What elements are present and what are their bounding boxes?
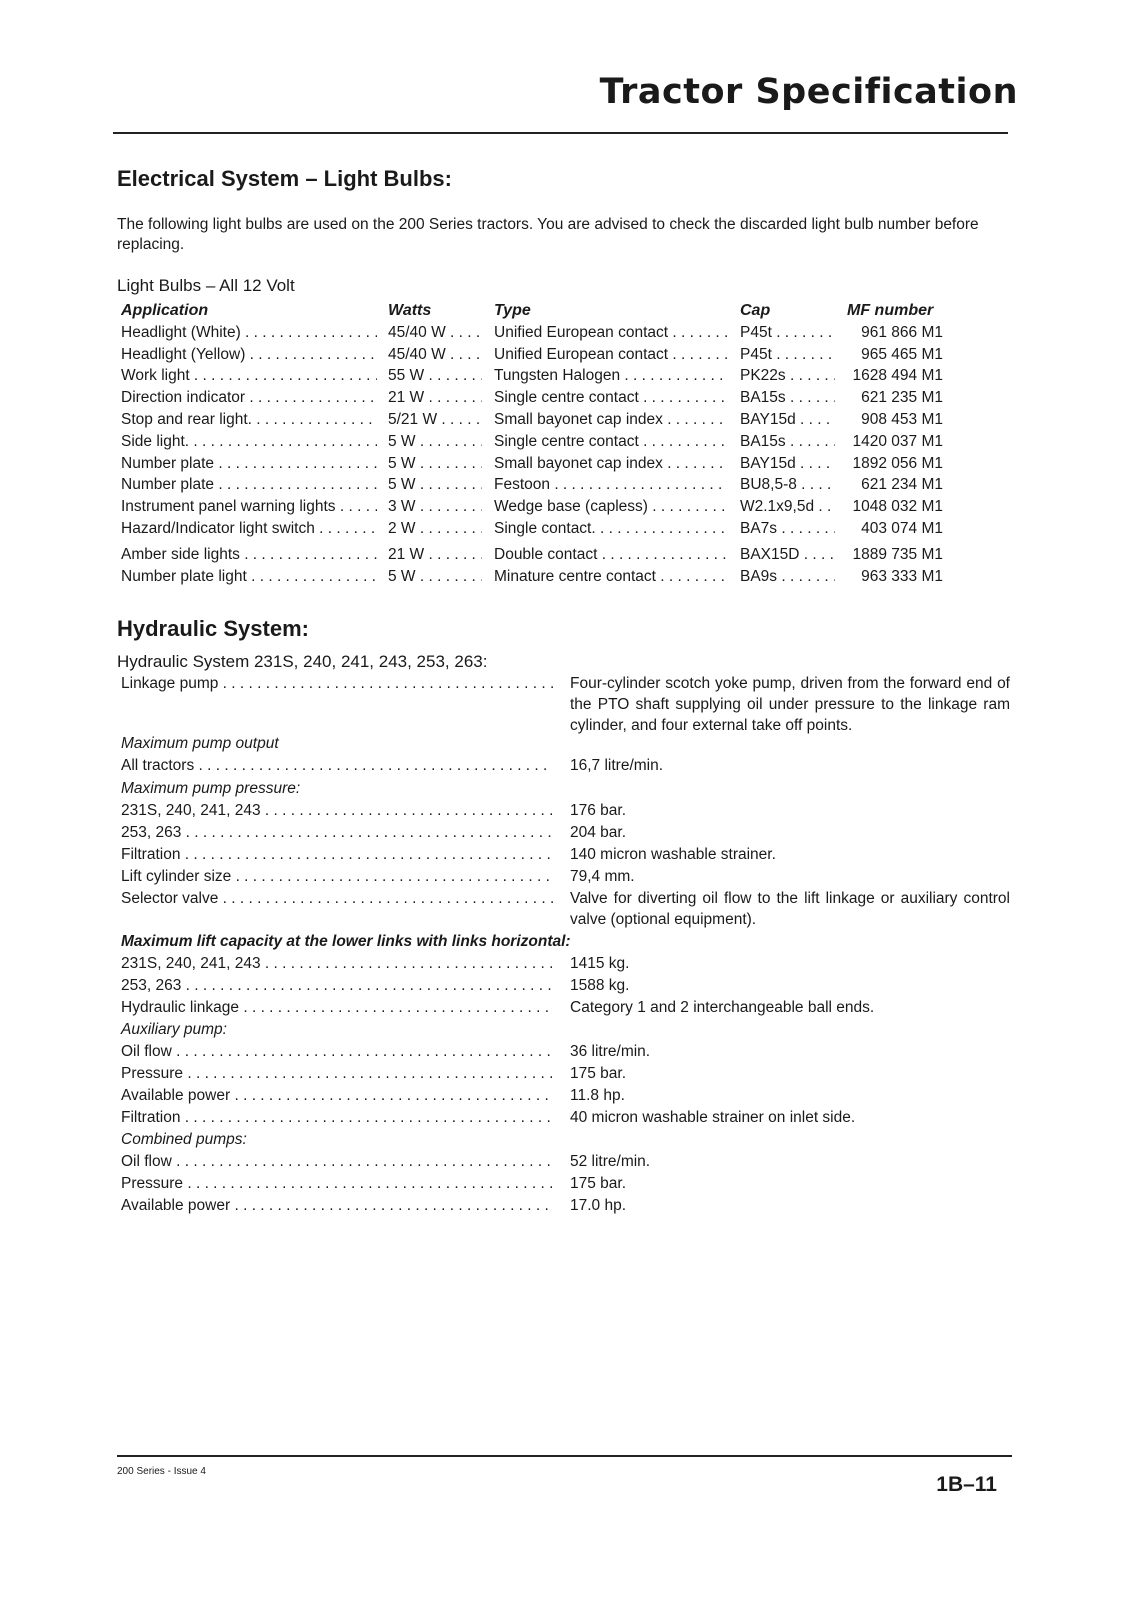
bulb-row xyxy=(121,409,951,431)
bulb-row xyxy=(121,496,951,518)
bulb-cell-watts: 45/40 W . . . xyxy=(388,322,482,344)
bulb-row xyxy=(121,344,951,366)
bulb-rows xyxy=(121,322,951,588)
bulb-cell-cap: BA15s . . . xyxy=(740,387,835,409)
bulb-row xyxy=(121,322,951,344)
spec-value: Four-cylinder scotch yoke pump, driven from the forward end of the PTO shaft supplying oil under pressure to the linkage ram cylinder, and four external take off points. xyxy=(570,675,1010,734)
column-header-cap: Cap xyxy=(740,302,771,319)
bulb-cell-application: Hazard/Indicator light switch . . . xyxy=(121,518,377,540)
bulb-cell-mf: 963 333 M1 xyxy=(861,567,943,585)
bulb-cell-application: Instrument panel warning lights . . . xyxy=(121,496,377,518)
bulb-cell-mf: 1892 056 M1 xyxy=(852,454,943,472)
column-header-type: Type xyxy=(494,302,531,319)
bulb-cell-watts: 21 W . . . xyxy=(388,544,482,566)
bulb-row xyxy=(121,474,951,496)
spec-row xyxy=(121,866,1021,888)
page-title: Tractor Specification xyxy=(599,72,1018,112)
bulb-cell-watts: 21 W . . . xyxy=(388,387,482,409)
spec-value: Valve for diverting oil flow to the lift linkage or auxiliary control valve (optional equipment). xyxy=(570,890,1010,928)
spec-label: Filtration . . . xyxy=(121,844,553,865)
spec-label: Hydraulic linkage . . . xyxy=(121,997,553,1018)
spec-label: Oil flow . . . xyxy=(121,1041,553,1062)
bulb-cell-type: Single contact. . . . xyxy=(494,518,728,540)
bulb-cell-cap: BA9s . . . xyxy=(740,566,835,588)
bulb-cell-application: Amber side lights . . . xyxy=(121,544,377,566)
bulb-cell-application: Number plate . . . xyxy=(121,474,377,496)
spec-value: 140 micron washable strainer. xyxy=(570,846,776,863)
column-header-mf-number: MF number xyxy=(847,302,934,319)
hydraulic-heading: Hydraulic System: xyxy=(117,616,309,641)
bulb-cell-cap: BAY15d . . . xyxy=(740,409,835,431)
spec-label: Available power . . . xyxy=(121,1085,553,1106)
spec-group-heading: Auxiliary pump: xyxy=(121,1021,227,1038)
spec-group-heading: Combined pumps: xyxy=(121,1131,247,1148)
bulb-cell-type: Double contact . . . xyxy=(494,544,728,566)
spec-row xyxy=(121,888,1021,930)
spec-row xyxy=(121,800,1021,822)
spec-row xyxy=(121,953,1021,975)
bulb-cell-mf: 621 235 M1 xyxy=(861,389,943,407)
spec-row xyxy=(121,673,1021,736)
spec-label: 231S, 240, 241, 243 . . . xyxy=(121,800,553,821)
bulb-cell-type: Single centre contact . . . xyxy=(494,387,728,409)
bulb-row xyxy=(121,544,951,566)
bulb-table-title: Light Bulbs – All 12 Volt xyxy=(117,276,295,295)
spec-value: 52 litre/min. xyxy=(570,1153,651,1170)
bulb-cell-type: Small bayonet cap index . . . xyxy=(494,453,728,475)
bulb-cell-type: Unified European contact . . . xyxy=(494,322,728,344)
bulb-cell-watts: 45/40 W . . . xyxy=(388,344,482,366)
spec-label: Filtration . . . xyxy=(121,1107,553,1128)
bulb-table-header xyxy=(121,300,951,322)
bulb-cell-cap: W2.1x9,5d . . . xyxy=(740,496,835,518)
bulb-row xyxy=(121,566,951,588)
bulb-cell-watts: 5/21 W . . . xyxy=(388,409,482,431)
bulb-cell-cap: BAY15d . . . xyxy=(740,453,835,475)
page-number: 1B–11 xyxy=(936,1473,997,1496)
bulb-cell-mf: 1889 735 M1 xyxy=(852,545,943,563)
spec-value: 1415 kg. xyxy=(570,955,630,972)
spec-label: 253, 263 . . . xyxy=(121,975,553,996)
bulb-cell-type: Festoon . . . xyxy=(494,474,728,496)
spec-value: 176 bar. xyxy=(570,802,627,819)
spec-value: Category 1 and 2 interchangeable ball ends. xyxy=(570,999,875,1016)
bulb-cell-mf: 965 465 M1 xyxy=(861,345,943,363)
bulb-cell-application: Headlight (Yellow) . . . xyxy=(121,344,377,366)
spec-value: 36 litre/min. xyxy=(570,1043,651,1060)
bulb-cell-mf: 1048 032 M1 xyxy=(852,498,943,516)
bulb-row xyxy=(121,431,951,453)
bulb-cell-type: Minature centre contact . . . xyxy=(494,566,728,588)
spec-row xyxy=(121,1063,1021,1085)
spec-row xyxy=(121,1173,1021,1195)
bulb-cell-cap: BA15s . . . xyxy=(740,431,835,453)
bulb-cell-mf: 621 234 M1 xyxy=(861,476,943,494)
bulb-cell-cap: P45t . . . xyxy=(740,322,835,344)
spec-row xyxy=(121,1085,1021,1107)
spec-label: Linkage pump . . . xyxy=(121,673,553,694)
bulb-cell-type: Unified European contact . . . xyxy=(494,344,728,366)
bulb-cell-application: Number plate light . . . xyxy=(121,566,377,588)
bulb-cell-mf: 403 074 M1 xyxy=(861,519,943,537)
bulb-row xyxy=(121,387,951,409)
spec-row xyxy=(121,822,1021,844)
spec-label: Pressure . . . xyxy=(121,1063,553,1084)
bulb-cell-application: Number plate . . . xyxy=(121,453,377,475)
bulb-cell-application: Work light . . . xyxy=(121,365,377,387)
bulb-cell-application: Stop and rear light. . . . xyxy=(121,409,377,431)
spec-label: 231S, 240, 241, 243 . . . xyxy=(121,953,553,974)
spec-group-heading: Maximum lift capacity at the lower links with links horizontal: xyxy=(121,933,571,950)
spec-value: 1588 kg. xyxy=(570,977,630,994)
column-header-application: Application xyxy=(121,302,209,319)
bulb-cell-mf: 1420 037 M1 xyxy=(852,432,943,450)
bulb-cell-mf: 1628 494 M1 xyxy=(852,367,943,385)
spec-row xyxy=(121,975,1021,997)
spec-value: 175 bar. xyxy=(570,1175,627,1192)
hydraulic-spec-list xyxy=(121,673,1021,1217)
bulb-cell-watts: 5 W . . . xyxy=(388,453,482,475)
spec-row xyxy=(121,1195,1021,1217)
footer-issue: 200 Series - Issue 4 xyxy=(117,1466,206,1477)
bulb-cell-mf: 961 866 M1 xyxy=(861,323,943,341)
spec-value: 204 bar. xyxy=(570,824,627,841)
bulb-cell-type: Tungsten Halogen . . . xyxy=(494,365,728,387)
spec-label: Available power . . . xyxy=(121,1195,553,1216)
electrical-heading: Electrical System – Light Bulbs: xyxy=(117,166,452,191)
spec-label: Selector valve . . . xyxy=(121,888,553,909)
bulb-cell-cap: BAX15D . . . xyxy=(740,544,835,566)
bulb-cell-type: Single centre contact . . . xyxy=(494,431,728,453)
spec-row xyxy=(121,755,1021,778)
spec-value: 16,7 litre/min. xyxy=(570,757,664,774)
bulb-cell-application: Direction indicator . . . xyxy=(121,387,377,409)
bulb-cell-application: Headlight (White) . . . xyxy=(121,322,377,344)
bulb-row xyxy=(121,453,951,475)
column-header-watts: Watts xyxy=(388,302,432,319)
footer-rule xyxy=(117,1455,1012,1457)
hydraulic-subheading: Hydraulic System 231S, 240, 241, 243, 253, 263: xyxy=(117,652,488,671)
spec-row xyxy=(121,844,1021,866)
bulb-cell-cap: BU8,5-8 . . . xyxy=(740,474,835,496)
bulb-row xyxy=(121,365,951,387)
bulb-cell-type: Small bayonet cap index . . . xyxy=(494,409,728,431)
bulb-cell-watts: 2 W . . . xyxy=(388,518,482,540)
bulb-cell-application: Side light. . . . xyxy=(121,431,377,453)
spec-label: Oil flow . . . xyxy=(121,1151,553,1172)
bulb-row xyxy=(121,518,951,540)
spec-value: 79,4 mm. xyxy=(570,868,635,885)
electrical-intro: The following light bulbs are used on the 200 Series tractors. You are advised to check the discarded light bulb number before replacing. xyxy=(117,216,979,253)
spec-label: 253, 263 . . . xyxy=(121,822,553,843)
header-rule xyxy=(113,132,1008,134)
spec-row xyxy=(121,1107,1021,1129)
spec-row xyxy=(121,997,1021,1019)
bulb-cell-type: Wedge base (capless) . . . xyxy=(494,496,728,518)
spec-value: 11.8 hp. xyxy=(570,1087,625,1104)
spec-row xyxy=(121,1041,1021,1063)
spec-value: 40 micron washable strainer on inlet side. xyxy=(570,1109,856,1126)
spec-group-heading: Maximum pump pressure: xyxy=(121,780,301,797)
bulb-cell-watts: 5 W . . . xyxy=(388,431,482,453)
bulb-cell-cap: P45t . . . xyxy=(740,344,835,366)
spec-value: 175 bar. xyxy=(570,1065,627,1082)
bulb-cell-watts: 5 W . . . xyxy=(388,566,482,588)
bulb-table xyxy=(121,300,951,587)
bulb-cell-watts: 55 W . . . xyxy=(388,365,482,387)
bulb-cell-cap: BA7s . . . xyxy=(740,518,835,540)
bulb-cell-watts: 5 W . . . xyxy=(388,474,482,496)
spec-label: Lift cylinder size . . . xyxy=(121,866,553,887)
spec-group-heading: Maximum pump output xyxy=(121,735,279,752)
spec-row xyxy=(121,1151,1021,1173)
bulb-cell-cap: PK22s . . . xyxy=(740,365,835,387)
spec-label: All tractors . . . xyxy=(121,755,553,776)
bulb-cell-watts: 3 W . . . xyxy=(388,496,482,518)
bulb-cell-mf: 908 453 M1 xyxy=(861,410,943,428)
spec-value: 17.0 hp. xyxy=(570,1197,627,1214)
spec-label: Pressure . . . xyxy=(121,1173,553,1194)
